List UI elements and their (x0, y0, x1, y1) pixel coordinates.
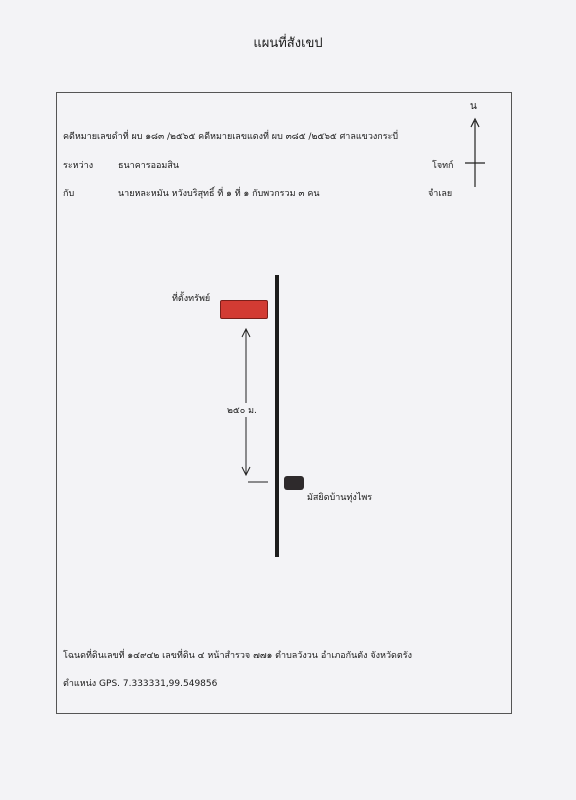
plaintiff-role: โจทก์ (432, 161, 454, 171)
mosque-marker (284, 476, 304, 490)
with-label: กับ (63, 189, 75, 199)
property-label: ที่ตั้งทรัพย์ (172, 294, 211, 304)
gps-position-line: ตำแหน่ง GPS. 7.333331,99.549856 (63, 679, 218, 689)
between-label: ระหว่าง (63, 161, 94, 171)
defendant-role: จำเลย (428, 189, 453, 199)
plaintiff-name: ธนาคารออมสิน (118, 161, 179, 171)
defendant-name: นายหละหมัน หวังบริสุทธิ์ ที่ ๑ ที่ ๑ กับพวกรวม ๓ คน (118, 189, 320, 199)
page-title: แผนที่สังเขป (253, 36, 323, 51)
case-number-line: คดีหมายเลขดำที่ ผบ ๑๘๓ /๒๕๖๕ คดีหมายเลขแดงที่ ผบ ๓๘๕ /๒๕๖๕ ศาลแขวงกระบี่ (63, 132, 399, 142)
distance-label: ๒๕๐ ม. (226, 403, 258, 417)
road-line (275, 275, 279, 557)
north-label: น (470, 101, 477, 112)
north-arrow-icon (460, 115, 490, 190)
property-marker (220, 300, 268, 319)
deed-info-line: โฉนดที่ดินเลขที่ ๑๔๙๔๒ เลขที่ดิน ๔ หน้าสำรวจ ๗๗๑ ตำบลวังวน อำเภอกันตัง จังหวัดตรัง (63, 651, 412, 661)
mosque-label: มัสยิดบ้านทุ่งไพร (307, 493, 373, 503)
